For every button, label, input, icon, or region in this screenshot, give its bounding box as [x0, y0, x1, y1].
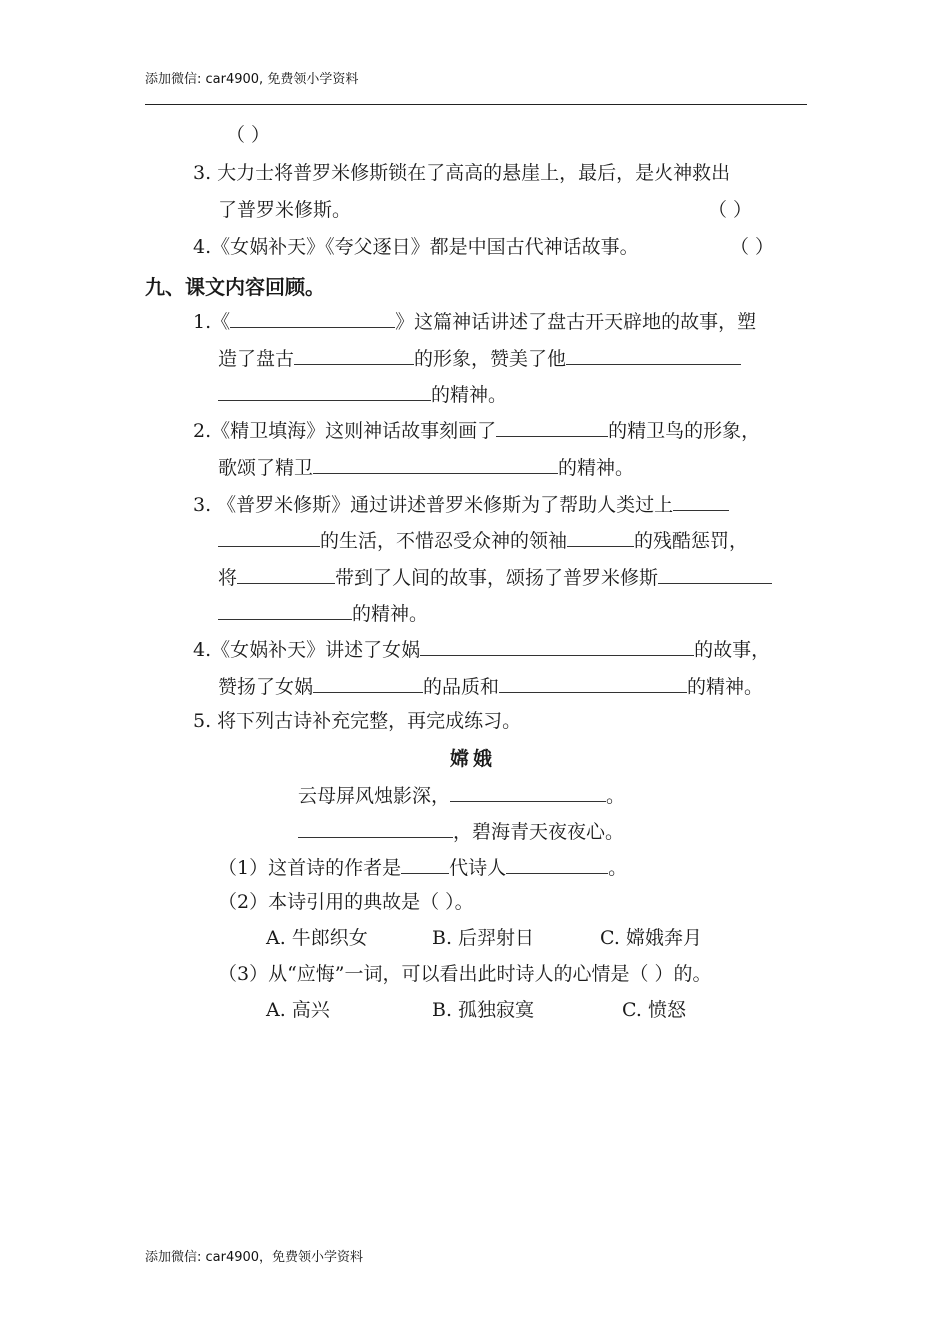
blank-input[interactable] — [450, 782, 606, 802]
review-q2-end: 的精神。 — [558, 457, 635, 479]
review-q3-pre: 3. 《普罗米修斯》通过讲述普罗米修斯为了帮助人类过上 — [193, 494, 674, 516]
review-q2-line1 — [193, 417, 760, 443]
judgement-paren-4: （ ） — [730, 236, 775, 258]
review-q1-end: 的精神。 — [431, 384, 508, 406]
review-q4-end: 的精神。 — [687, 676, 764, 698]
review-q3-end: 的精神。 — [352, 603, 429, 625]
review-q2-pre2: 歌颂了精卫 — [218, 457, 314, 479]
review-q1-line1 — [193, 308, 756, 334]
poem-line-2-text: ，碧海青天夜夜心。 — [453, 821, 625, 843]
review-q3-line3 — [218, 564, 772, 590]
blank-input[interactable] — [313, 454, 558, 474]
exercise-1-pre: （1）这首诗的作者是 — [218, 857, 402, 879]
blank-input[interactable] — [673, 491, 729, 511]
review-q4-pre: 4.《女娲补天》讲述了女娲 — [193, 639, 421, 661]
blank-input[interactable] — [294, 345, 414, 365]
exercise-3-option-a: A. 高兴 — [266, 999, 330, 1021]
blank-input[interactable] — [401, 854, 449, 874]
poem-title: 嫦娥 — [450, 748, 497, 770]
review-q2-pre: 2.《精卫填海》这则神话故事刻画了 — [193, 420, 497, 442]
section-heading: 九、课文内容回顾。 — [145, 275, 325, 299]
poem-line-1 — [298, 782, 625, 808]
blank-input[interactable] — [506, 854, 608, 874]
exercise-3: （3）从“应悔”一词，可以看出此时诗人的心情是（ ）的。 — [218, 963, 712, 985]
blank-input[interactable] — [567, 527, 634, 547]
review-q2-post: 的精卫鸟的形象， — [608, 420, 761, 442]
review-q3-post: 的残酷惩罚， — [634, 530, 749, 552]
exercise-2-option-b: B. 后羿射日 — [432, 927, 535, 949]
judgement-paren-0: （ ） — [226, 124, 271, 146]
review-q2-line2 — [218, 454, 634, 480]
review-q4-post: 的故事， — [694, 639, 771, 661]
exercise-1-mid: 代诗人 — [449, 857, 507, 879]
review-q3-mid3: 带到了人间的故事，颂扬了普罗米修斯 — [335, 567, 659, 589]
review-q3-pre3: 将 — [218, 567, 238, 589]
page-footer: 添加微信: car4900，免费领小学资料 — [145, 1250, 364, 1265]
review-q3-line2 — [218, 527, 748, 553]
blank-input[interactable] — [237, 564, 335, 584]
review-q3-mid: 的生活，不惜忍受众神的领袖 — [320, 530, 568, 552]
judgement-paren-3: （ ） — [708, 199, 753, 221]
poem-line-2 — [298, 818, 624, 844]
review-q1-pre: 1.《 — [193, 311, 231, 333]
blank-input[interactable] — [218, 600, 352, 620]
blank-input[interactable] — [298, 818, 453, 838]
review-q5: 5. 将下列古诗补充完整，再完成练习。 — [193, 710, 522, 732]
review-q1-mid: 的形象，赞美了他 — [414, 348, 567, 370]
exercise-2-option-a: A. 牛郎织女 — [266, 927, 368, 949]
judgement-item-4: 4.《女娲补天》《夸父逐日》都是中国古代神话故事。 — [193, 236, 639, 258]
exercise-1-end: 。 — [608, 857, 628, 879]
blank-input[interactable] — [499, 673, 687, 693]
review-q4-line1 — [193, 636, 770, 662]
exercise-2: （2）本诗引用的典故是（ ）。 — [218, 891, 474, 913]
exercise-2-option-c: C. 嫦娥奔月 — [600, 927, 702, 949]
blank-input[interactable] — [313, 673, 423, 693]
judgement-item-3-cont: 了普罗米修斯。 — [218, 199, 352, 221]
blank-input[interactable] — [230, 308, 395, 328]
blank-input[interactable] — [658, 564, 772, 584]
review-q1-pre2: 造了盘古 — [218, 348, 295, 370]
review-q3-line1 — [193, 491, 729, 517]
blank-input[interactable] — [218, 527, 320, 547]
review-q4-line2 — [218, 673, 763, 699]
exercise-1 — [218, 854, 627, 880]
review-q1-line2 — [218, 345, 741, 371]
judgement-item-3: 3. 大力士将普罗米修斯锁在了高高的悬崖上，最后，是火神救出 — [193, 162, 731, 184]
review-q4-pre2: 赞扬了女娲 — [218, 676, 314, 698]
exercise-3-option-b: B. 孤独寂寞 — [432, 999, 535, 1021]
review-q3-line4 — [218, 600, 428, 626]
blank-input[interactable] — [420, 636, 694, 656]
blank-input[interactable] — [218, 381, 431, 401]
review-q1-line3 — [218, 381, 507, 407]
exercise-3-option-c: C. 愤怒 — [622, 999, 686, 1021]
page-header: 添加微信: car4900, 免费领小学资料 — [145, 72, 359, 87]
poem-line-1-text: 云母屏风烛影深， — [298, 785, 451, 807]
header-rule — [145, 104, 807, 105]
blank-input[interactable] — [566, 345, 741, 365]
blank-input[interactable] — [496, 417, 608, 437]
review-q4-mid: 的品质和 — [423, 676, 500, 698]
review-q1-post: 》这篇神话讲述了盘古开天辟地的故事，塑 — [395, 311, 757, 333]
poem-line-1-end: 。 — [606, 785, 626, 807]
